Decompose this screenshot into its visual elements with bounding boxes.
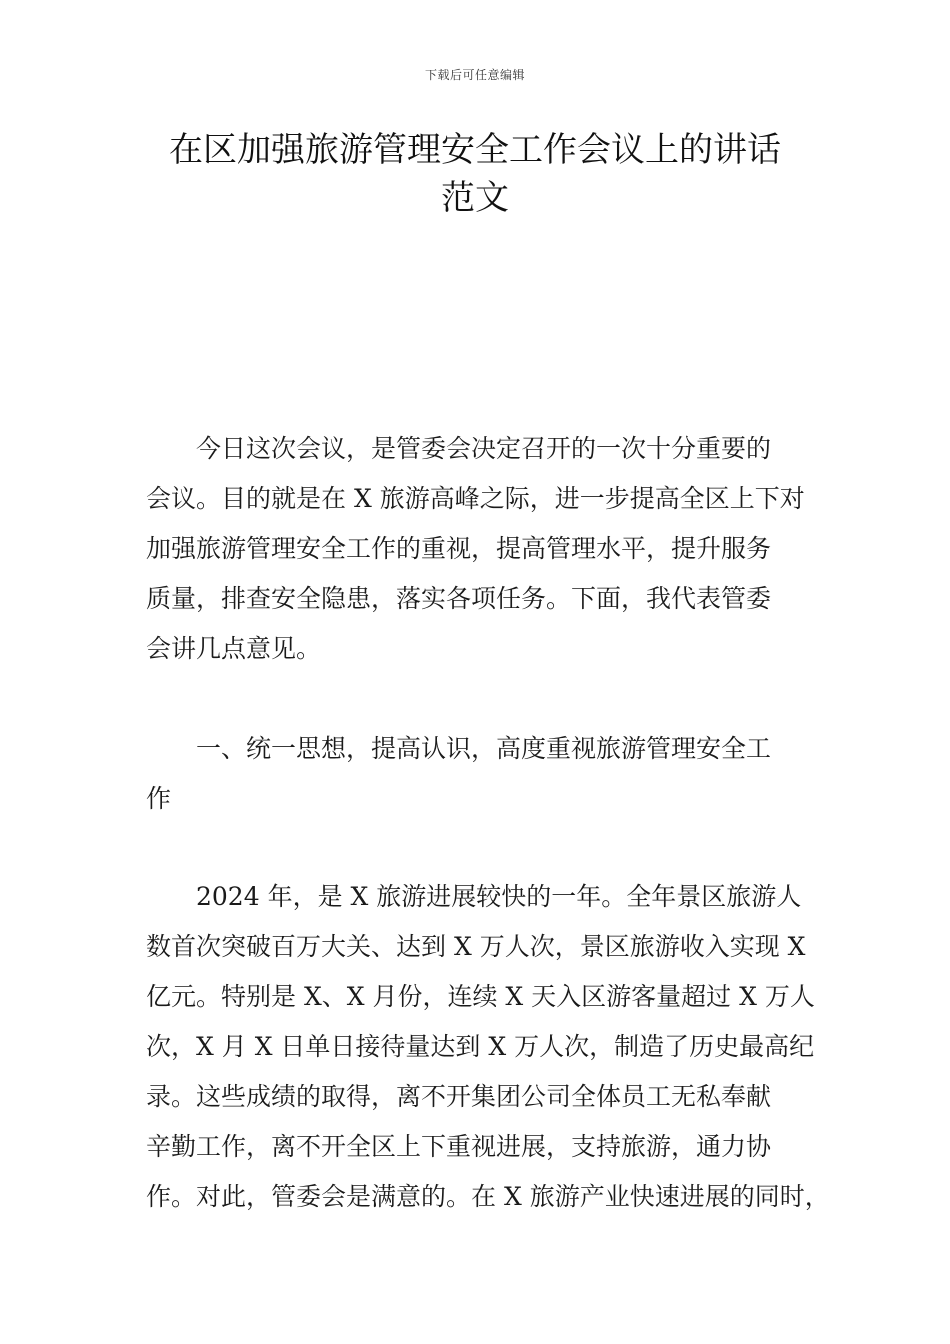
title-line-2: 范文 — [441, 178, 509, 218]
paragraph-line: 亿元。特别是 X、X 月份，连续 X 天入区游客量超过 X 万人 — [146, 982, 815, 1011]
heading-line: 作 — [146, 784, 172, 813]
heading-line: 一、统一思想，提高认识，高度重视旅游管理安全工 — [196, 734, 772, 763]
paragraph-line: 作。对此，管委会是满意的。在 X 旅游产业快速进展的同时， — [146, 1182, 830, 1211]
paragraph-line: 今日这次会议，是管委会决定召开的一次十分重要的 — [196, 434, 772, 463]
paragraph-line: 质量，排查安全隐患，落实各项任务。下面，我代表管委 — [146, 584, 772, 613]
paragraph-line: 2024 年，是 X 旅游进展较快的一年。全年景区旅游人 — [196, 882, 802, 911]
paragraph-line: 加强旅游管理安全工作的重视，提高管理水平，提升服务 — [146, 534, 772, 563]
paragraph-intro — [146, 424, 814, 674]
paragraph-line: 辛勤工作，离不开全区上下重视进展，支持旅游，通力协 — [146, 1132, 772, 1161]
paragraph-line: 会议。目的就是在 X 旅游高峰之际，进一步提高全区上下对 — [146, 484, 805, 513]
section-heading-1 — [146, 724, 814, 824]
title-line-1: 在区加强旅游管理安全工作会议上的讲话 — [169, 130, 781, 170]
paragraph-line: 录。这些成绩的取得，离不开集团公司全体员工无私奉献 — [146, 1082, 772, 1111]
paragraph-2024-review — [146, 872, 830, 1222]
paragraph-line: 会讲几点意见。 — [146, 634, 322, 663]
header-note: 下载后可任意编辑 — [424, 68, 525, 82]
paragraph-line: 次，X 月 X 日单日接待量达到 X 万人次，制造了历史最高纪 — [146, 1032, 815, 1061]
paragraph-line: 数首次突破百万大关、达到 X 万人次，景区旅游收入实现 X — [146, 932, 806, 961]
document-title — [140, 126, 810, 222]
